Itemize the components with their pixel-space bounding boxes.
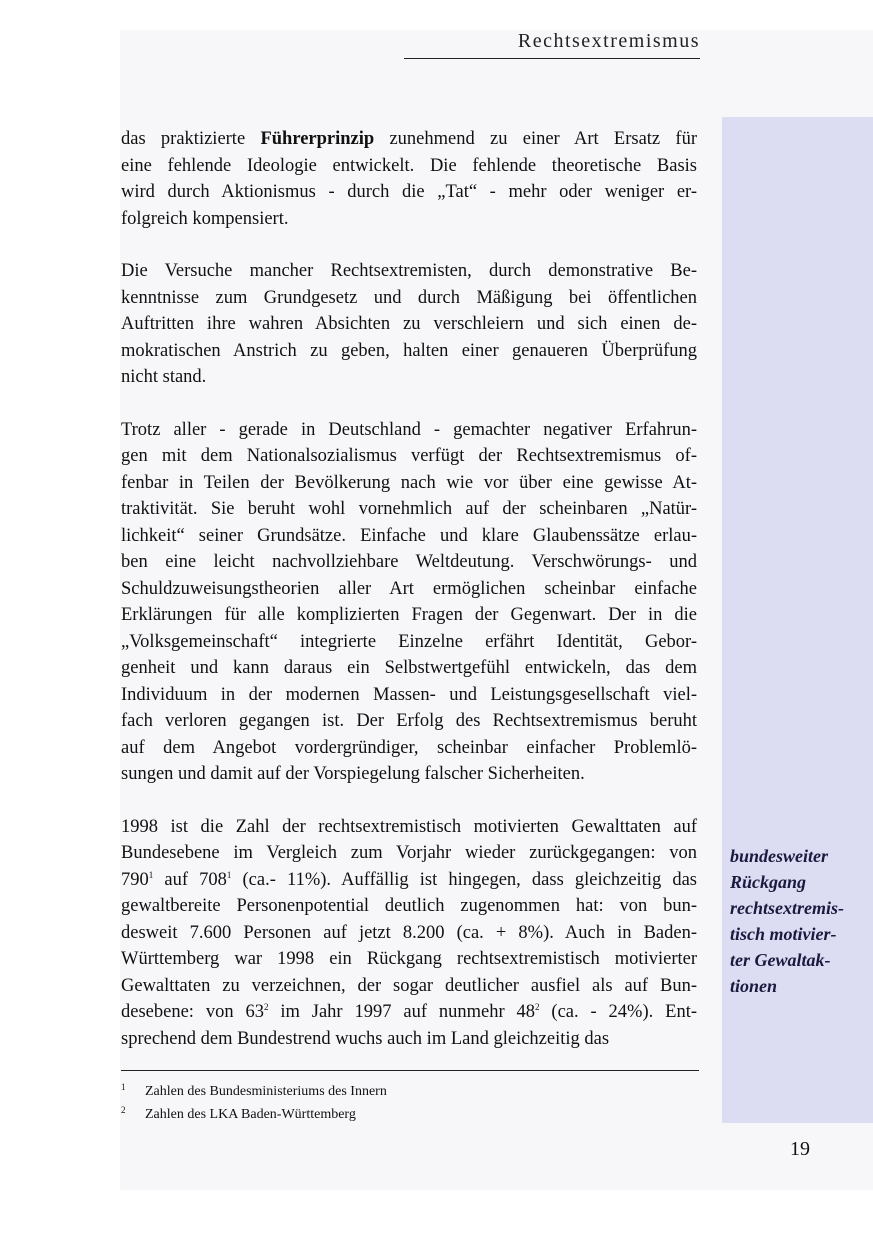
footnote-ref: 2 [535, 1002, 540, 1012]
paragraph [121, 417, 697, 788]
footnote-text: Zahlen des Bundesministeriums des Innern [145, 1084, 387, 1099]
text-line: ben eine leicht nachvollziehbare Weltdeutung. Verschwörungs- und [121, 552, 697, 572]
line-text: desebene: von 63 [121, 1002, 264, 1022]
body-text [121, 126, 697, 1078]
text-line: Individuum in der modernen Massen- und Leistungsgesellschaft viel- [121, 684, 697, 705]
footnote [121, 1101, 699, 1124]
footnote-rule [121, 1070, 699, 1071]
text-line: fenbar in Teilen der Bevölkerung nach wie vor über eine gewisse At- [121, 472, 697, 493]
margin-note-line: tisch motivier- [730, 924, 837, 944]
margin-note-line: tionen [730, 976, 778, 996]
margin-note-line: rechtsextremis- [730, 898, 844, 918]
text-line [121, 999, 697, 1026]
footnote-number: 1 [121, 1082, 126, 1092]
margin-note [730, 843, 870, 999]
text-line: gen mit dem Nationalsozialismus verfügt der Rechtsextremismus of- [121, 446, 697, 466]
text-line: desweit 7.600 Personen auf jetzt 8.200 (ca. + 8%). Auch in Baden- [121, 922, 697, 943]
text-line: kenntnisse zum Grundgesetz und durch Mäßigung bei öffentlichen [121, 287, 697, 308]
text-line: Bundesebene im Vergleich zum Vorjahr wieder zurückgegangen: von [121, 843, 697, 863]
text-line: sungen und damit auf der Vorspiegelung falscher Sicherheiten. [121, 764, 585, 784]
line-text: (ca. - 24%). Ent- [539, 1002, 697, 1022]
footnote-ref: 2 [263, 1002, 269, 1012]
line-text: im Jahr 1997 auf nunmehr 48 [268, 1002, 536, 1022]
text-line: fach verloren gegangen ist. Der Erfolg des Rechtsextremismus beruht [121, 711, 697, 731]
text-line: lichkeit“ seiner Grundsätze. Einfache und klare Glaubenssätze erlau- [121, 525, 697, 546]
text-line: Schuldzuweisungstheorien aller Art ermöglichen scheinbar einfache [121, 578, 697, 599]
running-header: Rechtsextremismus [517, 30, 700, 52]
text-line: auf dem Angebot vordergründiger, scheinbar einfacher Problemlö- [121, 737, 697, 758]
line-text: das praktizierte [121, 129, 261, 149]
text-line: wird durch Aktionismus - durch die „Tat“ - mehr oder weniger er- [121, 182, 697, 202]
paragraph [121, 258, 697, 391]
footnote-number: 2 [121, 1105, 126, 1115]
margin-note-line: bundesweiter [730, 846, 829, 866]
page-number: 19 [790, 1138, 810, 1160]
text-line: genheit und kann daraus ein Selbstwertgefühl entwickeln, das dem [121, 658, 697, 678]
text-line: traktivität. Sie beruht wohl vornehmlich auf der scheinbaren „Natür- [121, 499, 697, 519]
text-line: sprechend dem Bundestrend wuchs auch im Land gleichzeitig das [121, 1028, 610, 1049]
line-text: 790 [121, 869, 149, 890]
line-text: auf 708 [153, 869, 227, 890]
text-line: eine fehlende Ideologie entwickelt. Die fehlende theoretische Basis [121, 155, 697, 176]
text-line: „Volksgemeinschaft“ integrierte Einzelne erfährt Identität, Gebor- [121, 631, 697, 652]
text-line: Trotz aller - gerade in Deutschland - gemachter negativer Erfahrun- [121, 419, 697, 440]
footnote-ref: 1 [226, 869, 232, 880]
text-line: folgreich kompensiert. [121, 208, 289, 229]
header-rule [404, 58, 700, 59]
footnotes [121, 1078, 699, 1124]
footnote-text: Zahlen des LKA Baden-Württemberg [145, 1107, 356, 1122]
text-line: Gewalttaten zu verzeichnen, der sogar deutlicher ausfiel als auf Bun- [121, 975, 697, 996]
footnote [121, 1078, 699, 1101]
paragraph [121, 814, 697, 1053]
text-line: mokratischen Anstrich zu geben, halten einer genaueren Überprüfung [121, 340, 697, 361]
text-line: Die Versuche mancher Rechtsextremisten, durch demonstrative Be- [121, 261, 697, 281]
margin-note-line: Rückgang [730, 872, 807, 892]
text-line [121, 867, 697, 894]
paragraph [121, 126, 697, 232]
text-line: Erklärungen für alle komplizierten Fragen der Gegenwart. Der in die [121, 605, 697, 625]
text-line: Württemberg war 1998 ein Rückgang rechtsextremistisch motivierter [121, 949, 697, 969]
text-line: gewaltbereite Personenpotential deutlich zugenommen hat: von bun- [121, 896, 697, 916]
text-line: nicht stand. [121, 367, 207, 387]
text-line [121, 126, 697, 153]
line-text: (ca.- 11%). Auffällig ist hingegen, dass gleichzeitig das [231, 869, 697, 890]
text-line: 1998 ist die Zahl der rechtsextremistisch motivierten Gewalttaten auf [121, 816, 697, 837]
line-text: zunehmend zu einer Art Ersatz für [374, 129, 697, 149]
emphasized-term: Führerprinzip [260, 129, 375, 149]
margin-note-line: ter Gewaltak- [730, 950, 831, 970]
footnote-ref: 1 [148, 869, 154, 880]
text-line: Auftritten ihre wahren Absichten zu verschleiern und sich einen de- [121, 314, 697, 334]
